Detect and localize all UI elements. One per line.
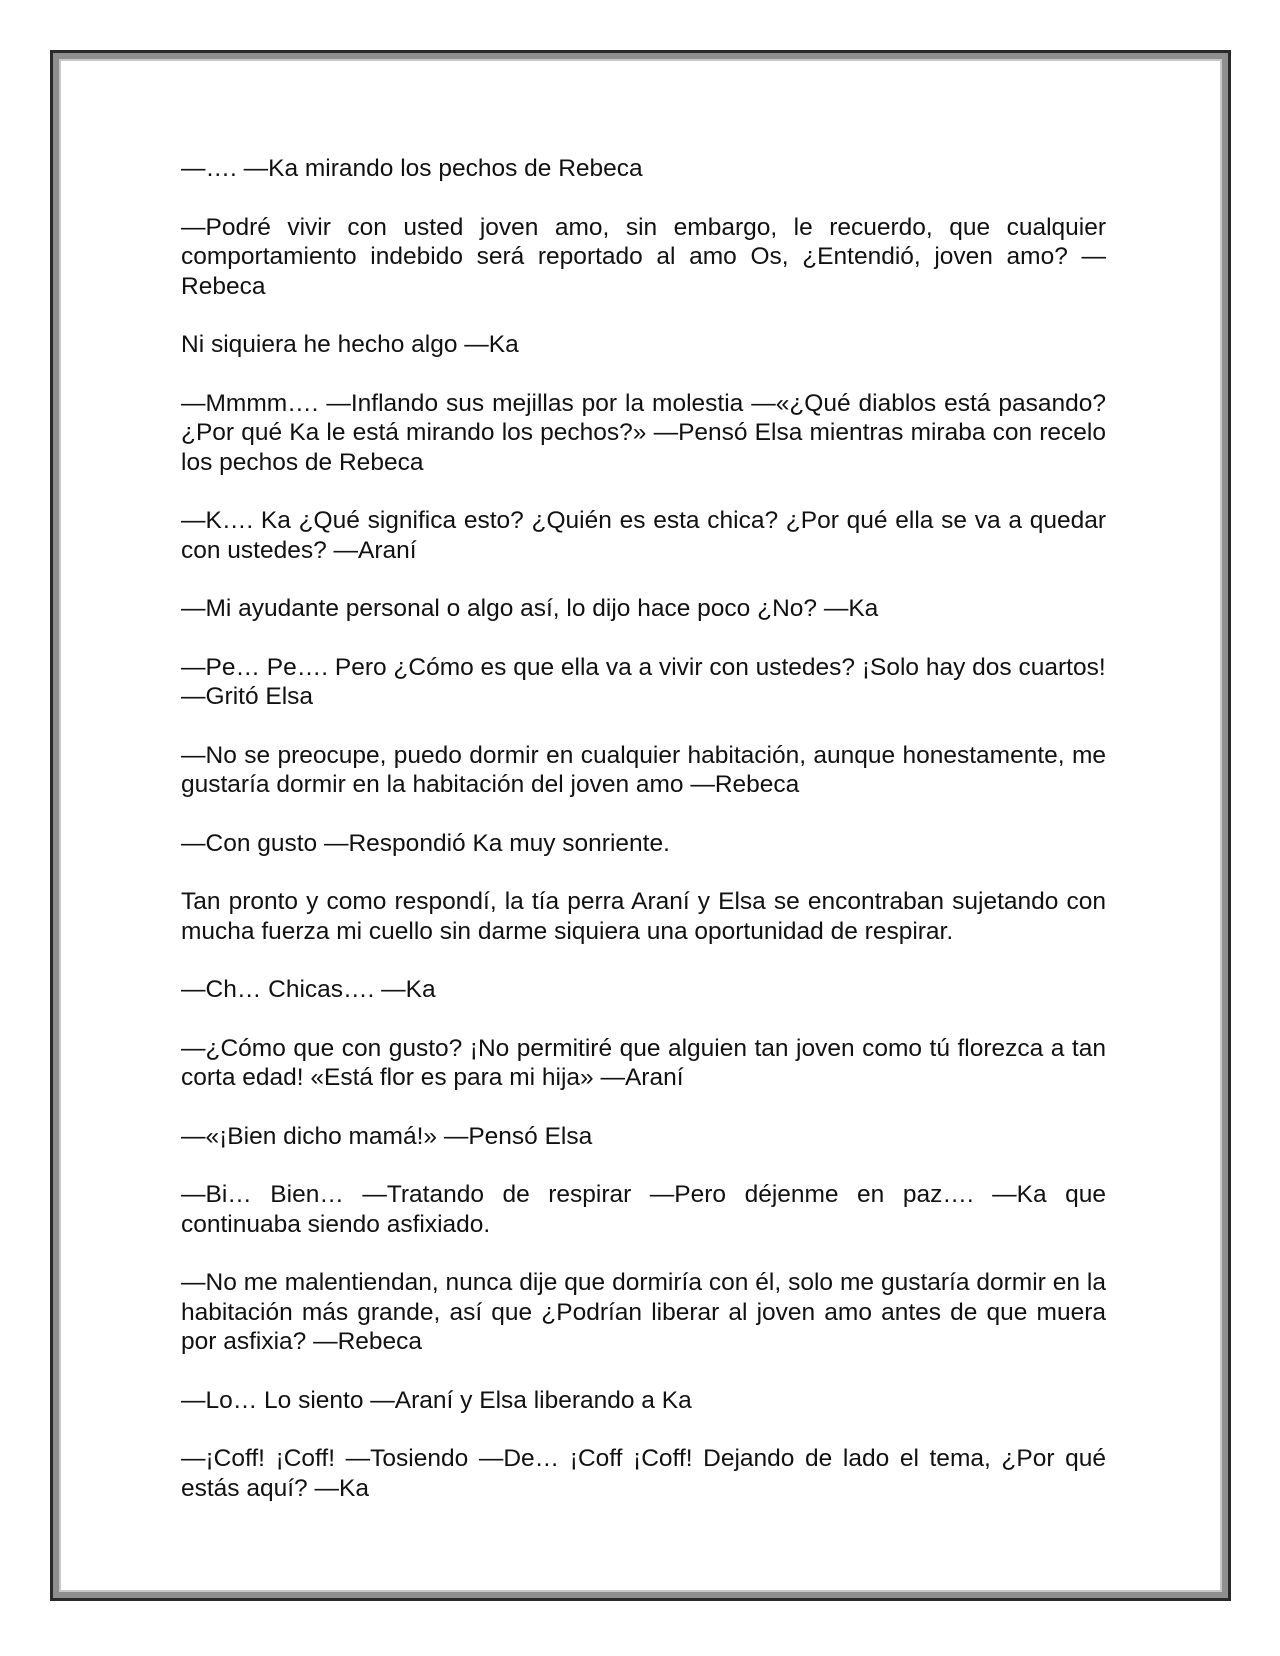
page xyxy=(59,59,1222,1592)
paragraph: Ni siquiera he hecho algo —Ka xyxy=(181,331,519,358)
paragraph: —Mmmm…. —Inflando sus mejillas por la molestia —«¿Qué diablos está pasando? ¿Por qué Ka le está mirando los pechos?» —Pensó Elsa mientras miraba con recelo los pechos de Rebeca xyxy=(181,389,1106,476)
paragraph: —¿Cómo que con gusto? ¡No permitiré que alguien tan joven como tú florezca a tan corta edad! «Está flor es para mi hija» —Araní xyxy=(181,1034,1106,1091)
paragraph: —No se preocupe, puedo dormir en cualquier habitación, aunque honestamente, me gustaría dormir en la habitación del joven amo —Rebeca xyxy=(181,741,1106,798)
paragraph: —K…. Ka ¿Qué significa esto? ¿Quién es esta chica? ¿Por qué ella se va a quedar con ustedes? —Araní xyxy=(181,507,1106,564)
paragraph: —Con gusto —Respondió Ka muy sonriente. xyxy=(181,829,670,857)
paragraph: —…. —Ka mirando los pechos de Rebeca xyxy=(181,155,643,182)
paragraph: —Podré vivir con usted joven amo, sin embargo, le recuerdo, que cualquier comportamiento indebido será reportado al amo Os, ¿Entendió, joven amo? —Rebeca xyxy=(181,213,1106,300)
page-frame xyxy=(50,50,1231,1601)
text-body xyxy=(181,154,1106,1532)
paragraph: —«¡Bien dicho mamá!» —Pensó Elsa xyxy=(181,1122,593,1150)
paragraph: —Pe… Pe…. Pero ¿Cómo es que ella va a vivir con ustedes? ¡Solo hay dos cuartos! —Gritó Elsa xyxy=(181,653,1106,710)
paragraph: —Lo… Lo siento —Araní y Elsa liberando a Ka xyxy=(181,1386,692,1414)
paragraph: —Bi… Bien… —Tratando de respirar —Pero déjenme en paz…. —Ka que continuaba siendo asfixiado. xyxy=(181,1181,1106,1238)
paragraph: Tan pronto y como respondí, la tía perra Araní y Elsa se encontraban sujetando con mucha fuerza mi cuello sin darme siquiera una oportunidad de respirar. xyxy=(181,888,1106,945)
paragraph: —No me malentiendan, nunca dije que dormiría con él, solo me gustaría dormir en la habitación más grande, así que ¿Podrían liberar al joven amo antes de que muera por asfixia? —Rebeca xyxy=(181,1269,1106,1355)
paragraph: —Ch… Chicas…. —Ka xyxy=(181,976,436,1003)
paragraph: —Mi ayudante personal o algo así, lo dijo hace poco ¿No? —Ka xyxy=(181,595,879,622)
paragraph: —¡Coff! ¡Coff! —Tosiendo —De… ¡Coff ¡Coff! Dejando de lado el tema, ¿Por qué estás aquí? —Ka xyxy=(181,1445,1106,1502)
